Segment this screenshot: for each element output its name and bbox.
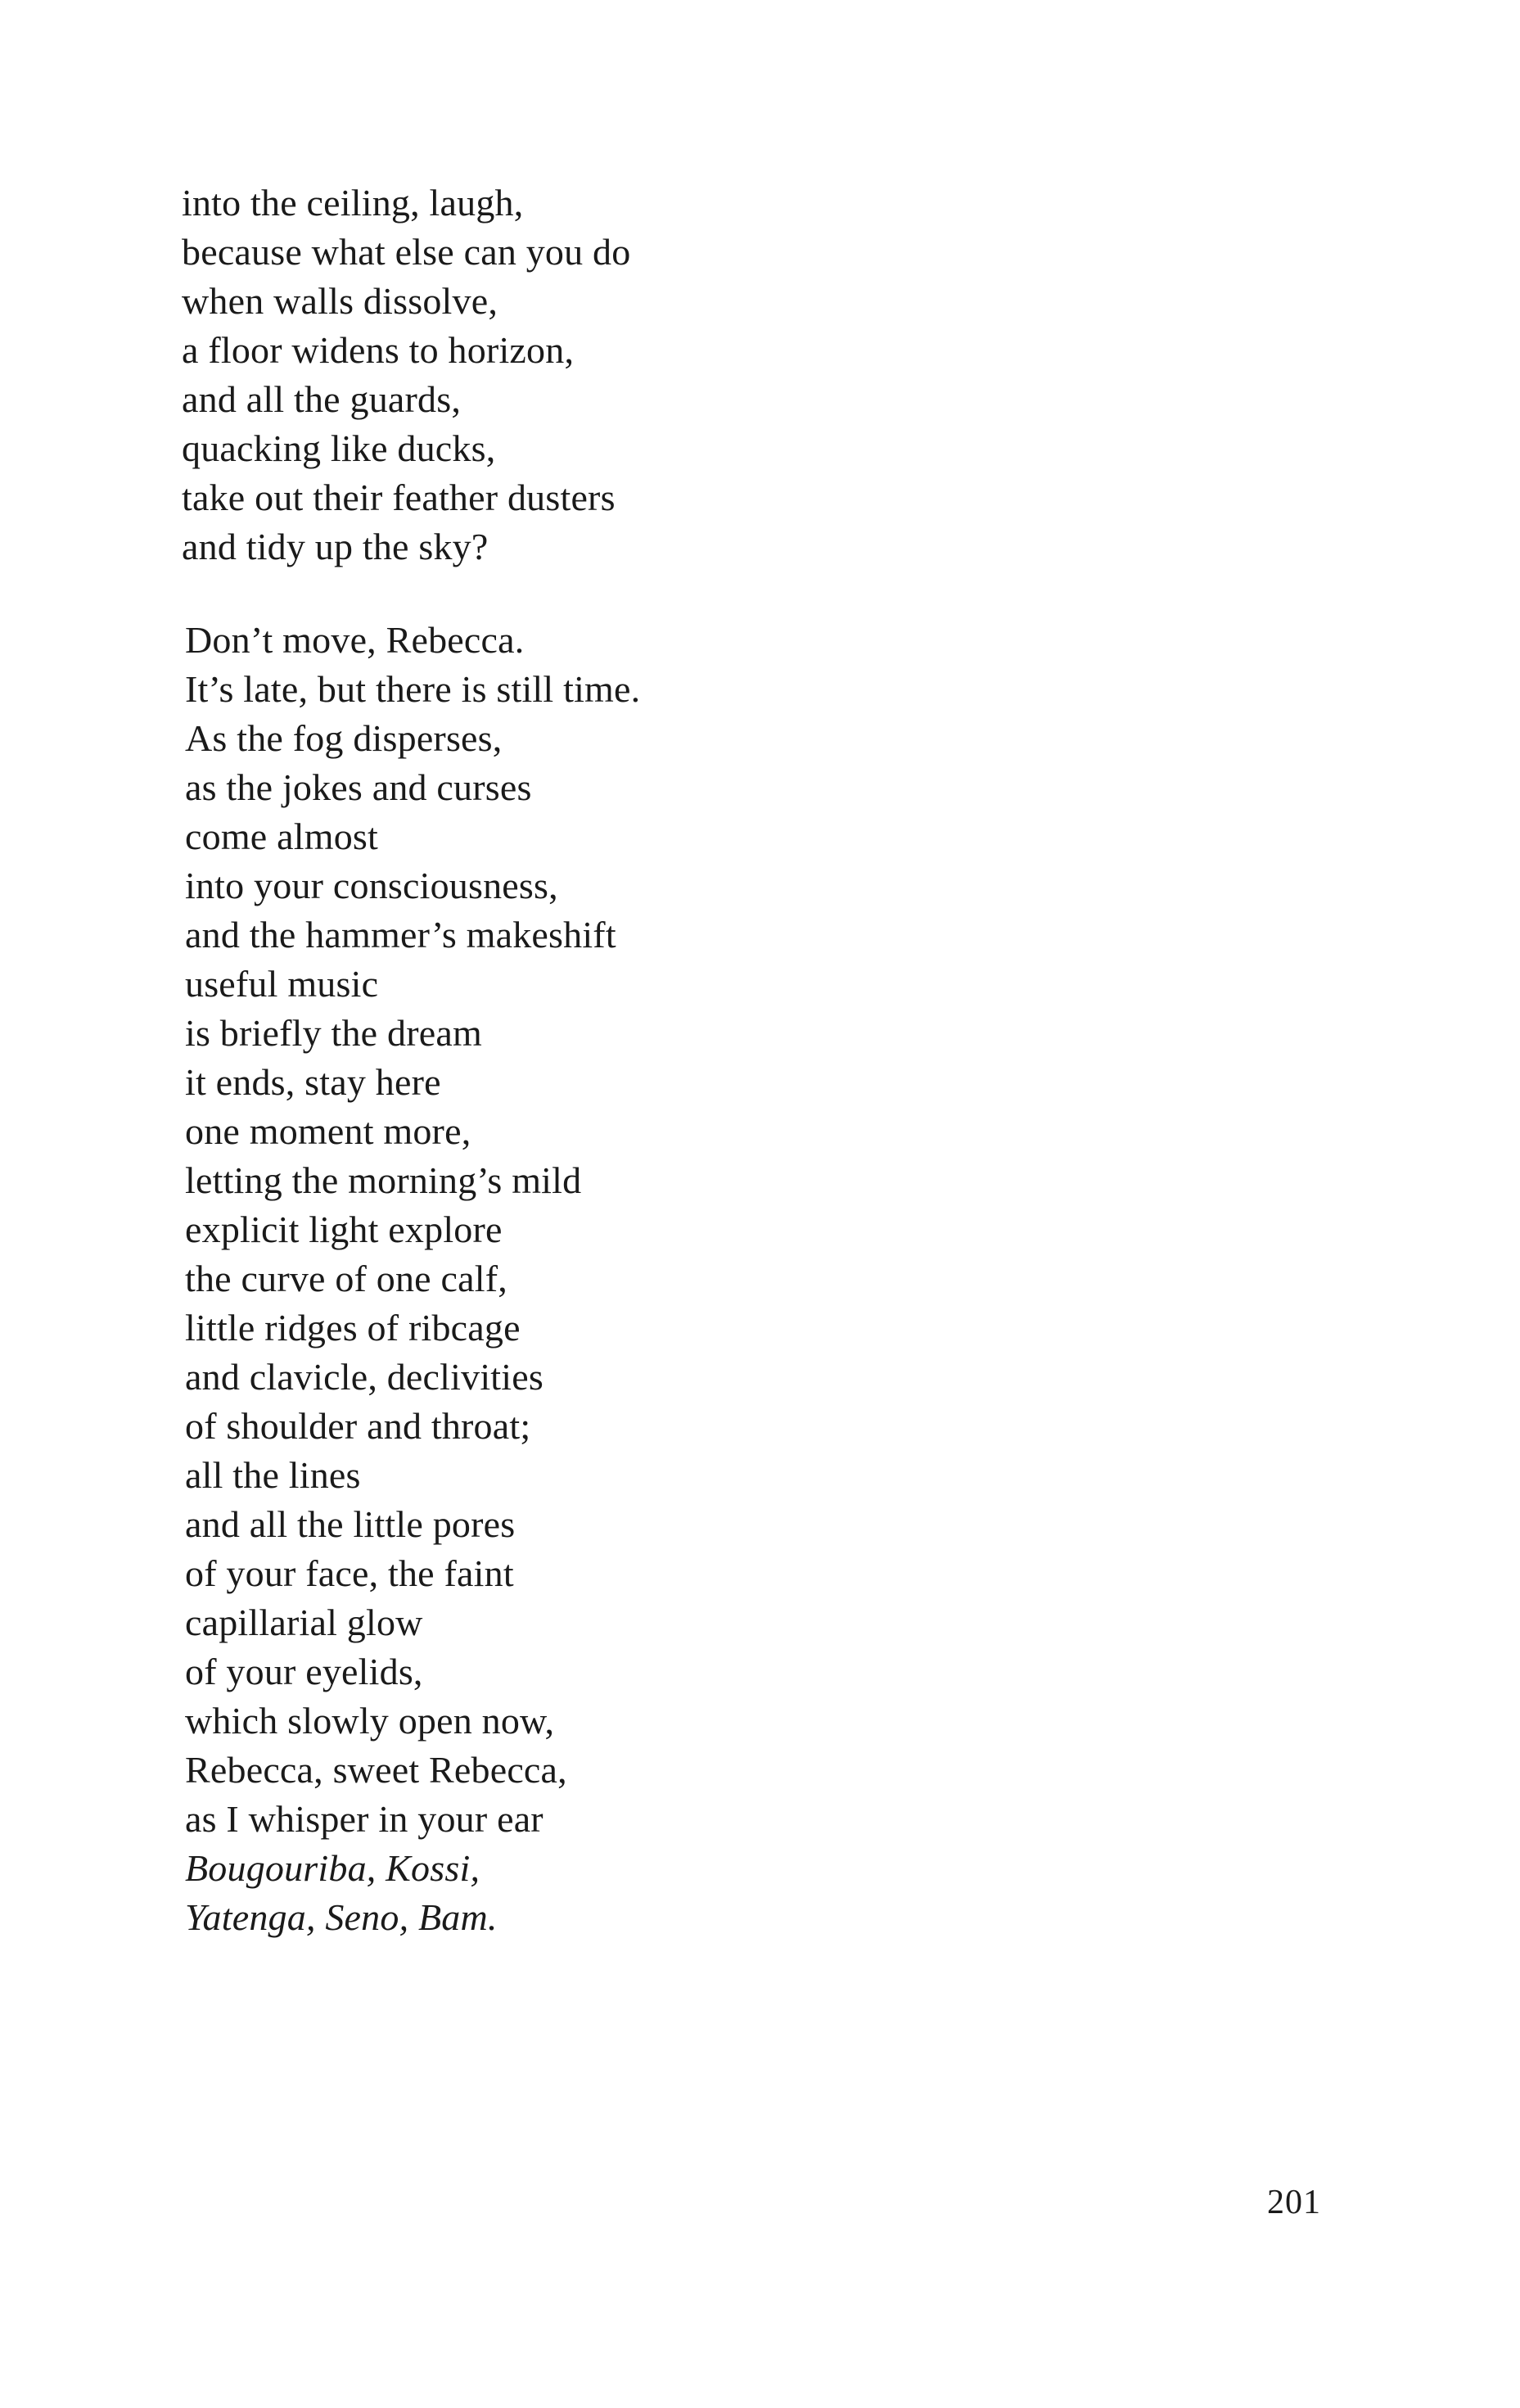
poem-line: because what else can you do xyxy=(182,231,631,273)
poem-line: one moment more, xyxy=(185,1110,471,1152)
poem-line-italic: Bougouriba, Kossi, xyxy=(185,1847,480,1889)
stanza-1 xyxy=(182,178,630,572)
poem-line: a floor widens to horizon, xyxy=(182,329,575,371)
poem-line: explicit light explore xyxy=(185,1209,503,1250)
poem-line: quacking like ducks, xyxy=(182,427,496,469)
poem-line: letting the morning’s mild xyxy=(185,1159,582,1201)
poem-line: when walls dissolve, xyxy=(182,280,498,322)
poem-line: of your eyelids, xyxy=(185,1651,423,1692)
poem-line: take out their feather dusters xyxy=(182,477,616,518)
stanza-2 xyxy=(185,616,640,1942)
poem-line: As the fog disperses, xyxy=(185,717,503,759)
poem-line: of your face, the faint xyxy=(185,1552,514,1594)
poem-line: Don’t move, Rebecca. xyxy=(185,619,525,661)
poem-line: is briefly the dream xyxy=(185,1012,482,1054)
poem-line: the curve of one calf, xyxy=(185,1258,507,1299)
poem-line: into your consciousness, xyxy=(185,865,558,906)
poem-line: capillarial glow xyxy=(185,1602,423,1643)
poem-line: as the jokes and curses xyxy=(185,766,532,808)
poem-line: it ends, stay here xyxy=(185,1061,441,1103)
poem-line: and clavicle, declivities xyxy=(185,1356,544,1398)
poem-line-italic: Yatenga, Seno, Bam. xyxy=(185,1896,498,1938)
poem-line: as I whisper in your ear xyxy=(185,1798,544,1840)
poem-line: It’s late, but there is still time. xyxy=(185,668,641,710)
poem-line: which slowly open now, xyxy=(185,1700,555,1742)
poem-line: and the hammer’s makeshift xyxy=(185,914,616,956)
poem-line: Rebecca, sweet Rebecca, xyxy=(185,1749,567,1791)
poem-line: all the lines xyxy=(185,1454,361,1496)
poem-line: little ridges of ribcage xyxy=(185,1307,521,1349)
poem-line: and tidy up the sky? xyxy=(182,526,489,567)
poem-line: useful music xyxy=(185,963,379,1005)
page-number: 201 xyxy=(1267,2184,1321,2221)
poem-line: and all the guards, xyxy=(182,378,462,420)
poem-line: come almost xyxy=(185,815,378,857)
poem-line: of shoulder and throat; xyxy=(185,1405,531,1447)
poem-line: and all the little pores xyxy=(185,1503,516,1545)
poem-line: into the ceiling, laugh, xyxy=(182,182,524,224)
